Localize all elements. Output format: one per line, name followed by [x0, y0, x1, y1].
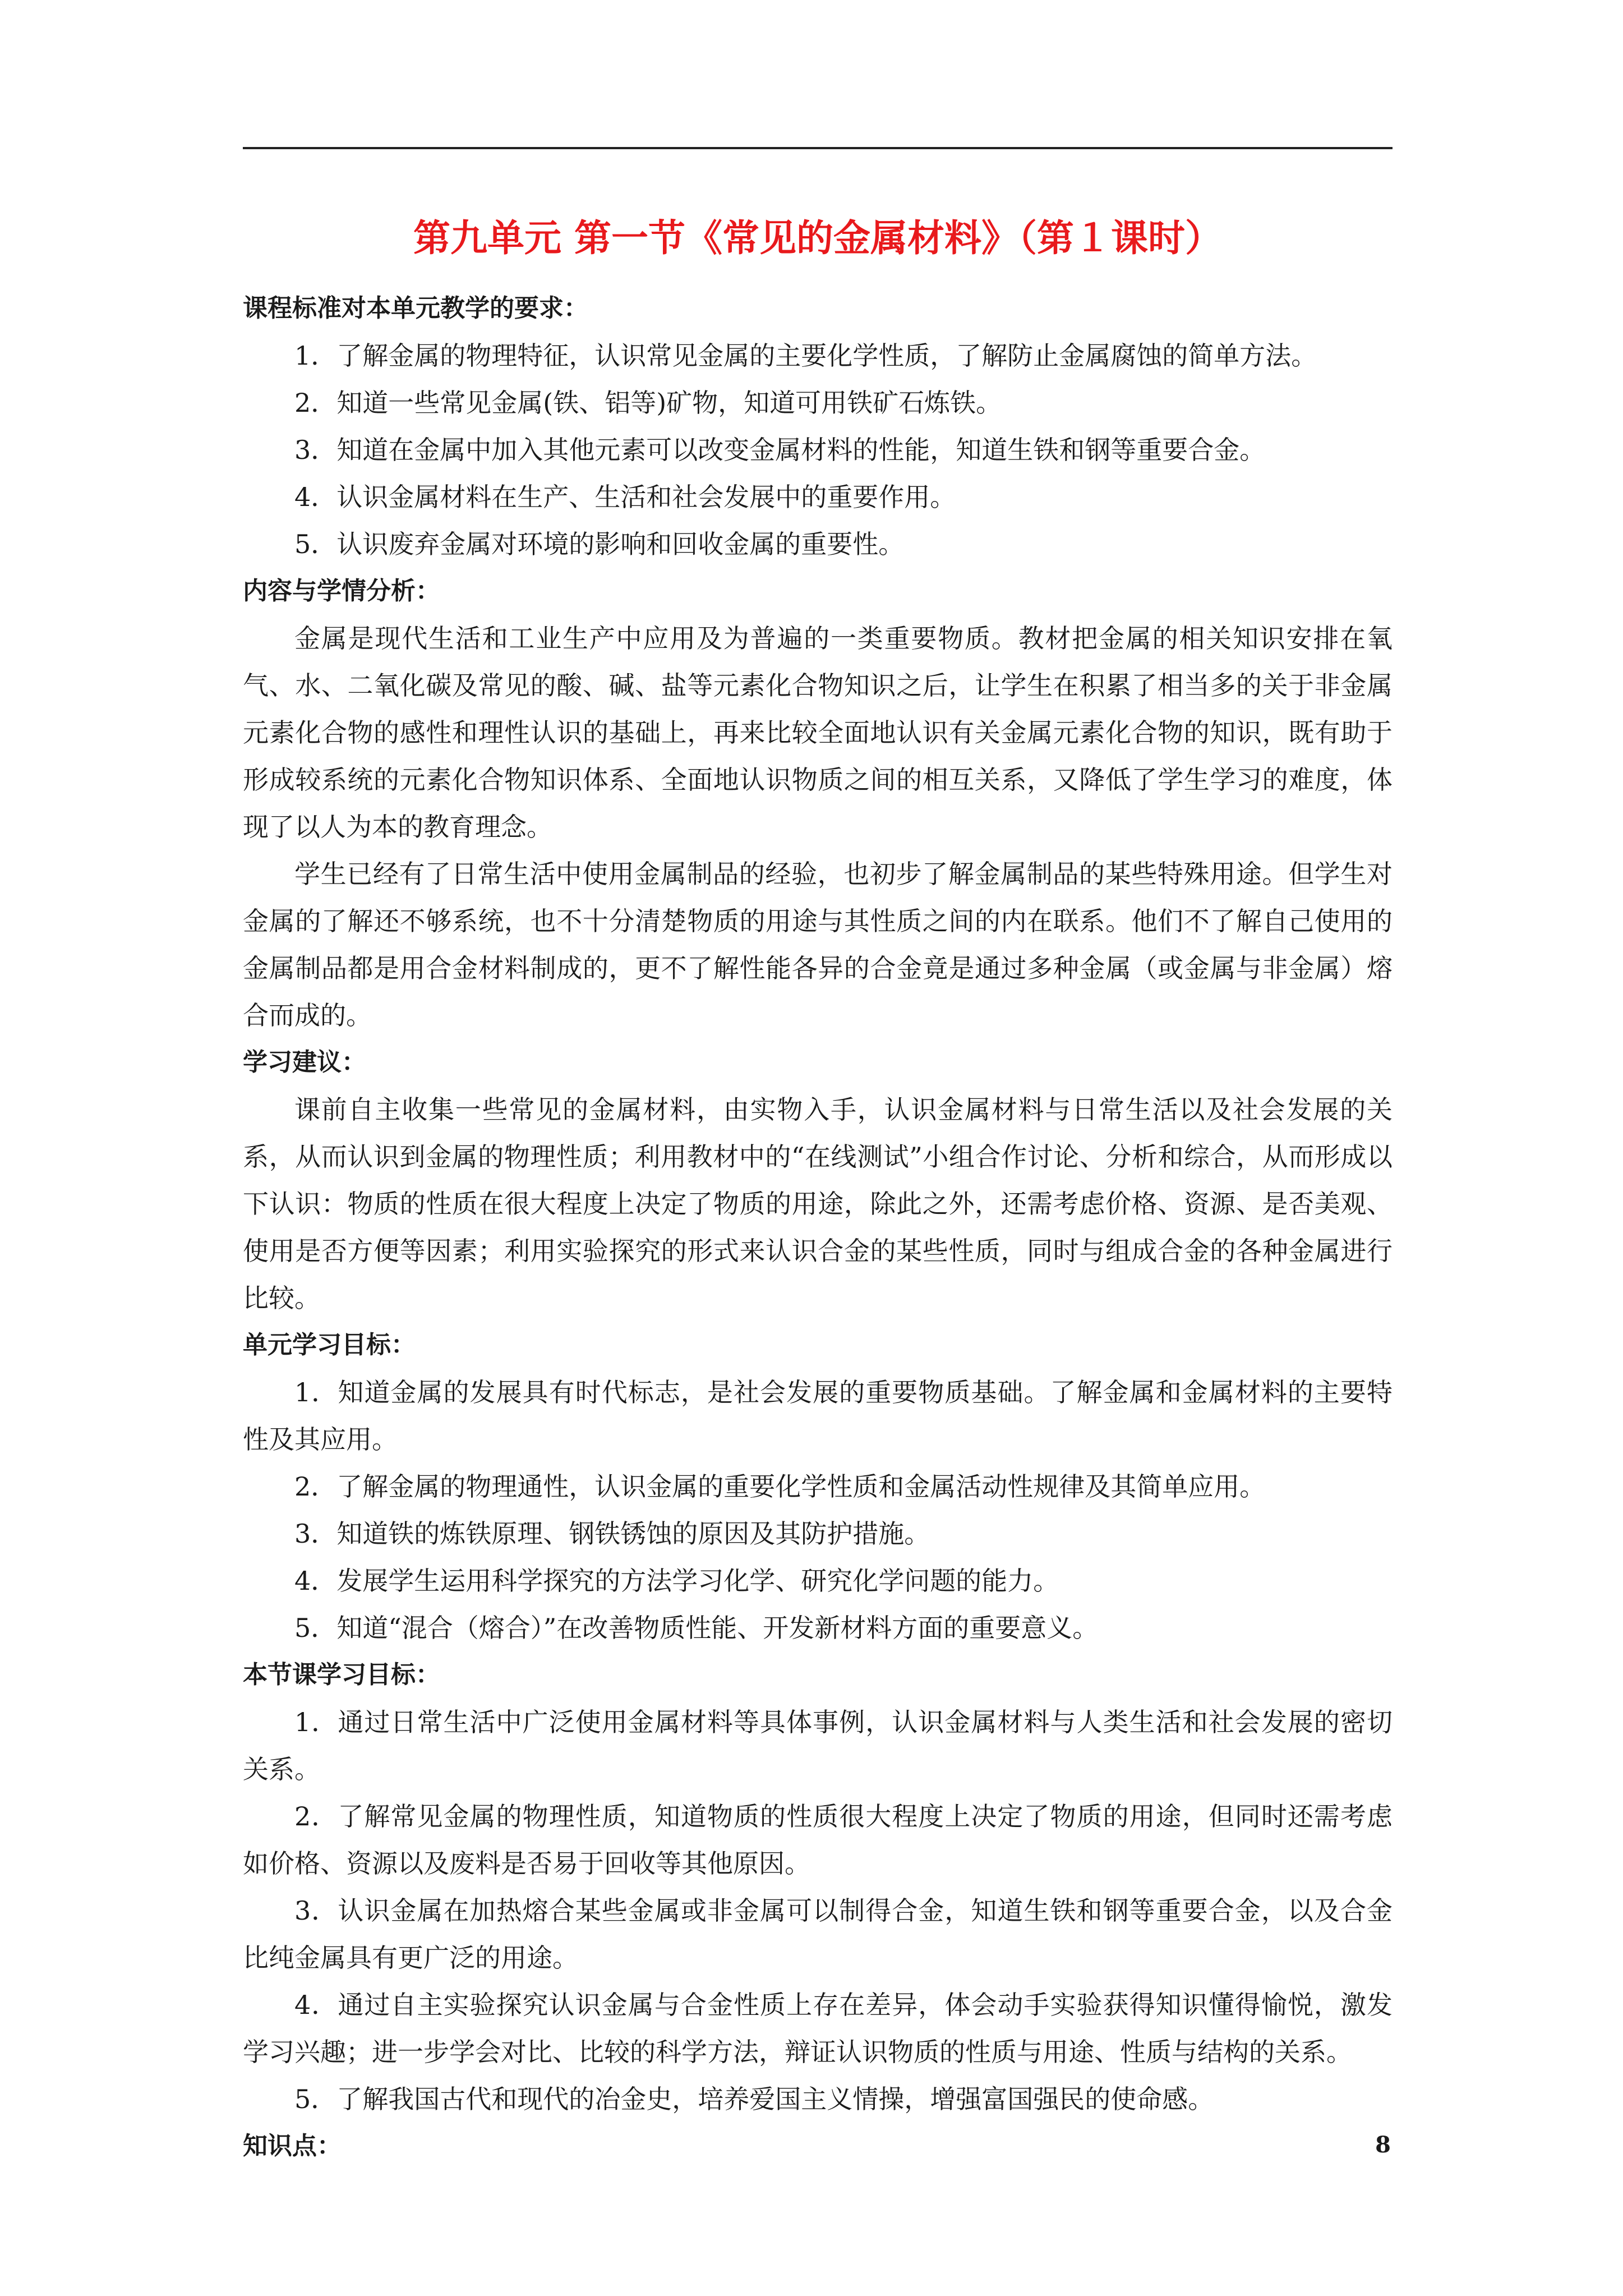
section-heading: 单元学习目标： — [243, 1331, 416, 1359]
header-rule — [243, 147, 1393, 149]
section-curriculum-requirements — [243, 285, 1393, 568]
paragraph: 金属是现代生活和工业生产中应用及为普遍的一类重要物质。教材把金属的相关知识安排在氧气、水、二氧化碳及常见的酸、碱、盐等元素化合物知识之后，让学生在积累了相当多的关于非金属元素化合物的感性和理性认识的基础上，再来比较全面地认识有关金属元素化合物的知识，既有助于形成较系统的元素化合物知识体系、全面地认识物质之间的相互关系，又降低了学生学习的难度，体现了以人为本的教育理念。 — [243, 623, 1393, 842]
section-heading: 学习建议： — [243, 1048, 366, 1076]
section-content-analysis — [243, 568, 1393, 1039]
paragraph: 2．了解金属的物理通性，认识金属的重要化学性质和金属活动性规律及其简单应用。 — [294, 1471, 1266, 1502]
section-heading: 课程标准对本单元教学的要求： — [243, 294, 588, 323]
section-heading: 内容与学情分析： — [243, 577, 440, 605]
paragraph: 2．了解常见金属的物理性质，知道物质的性质很大程度上决定了物质的用途，但同时还需考虑如价格、资源以及废料是否易于回收等其他原因。 — [243, 1801, 1393, 1879]
paragraph: 4．认识金属材料在生产、生活和社会发展中的重要作用。 — [294, 482, 956, 512]
paragraph: 3．知道铁的炼铁原理、钢铁锈蚀的原因及其防护措施。 — [294, 1519, 930, 1549]
section-lesson-objectives — [243, 1651, 1393, 2123]
paragraph: 4．通过自主实验探究认识金属与合金性质上存在差异，体会动手实验获得知识懂得愉悦，激发学习兴趣；进一步学会对比、比较的科学方法，辩证认识物质的性质与用途、性质与结构的关系。 — [243, 1990, 1393, 2067]
section-heading: 本节课学习目标： — [243, 1660, 440, 1689]
paragraph: 3．知道在金属中加入其他元素可以改变金属材料的性能，知道生铁和钢等重要合金。 — [294, 435, 1266, 465]
section-learning-suggestions — [243, 1039, 1393, 1322]
paragraph: 3．认识金属在加热熔合某些金属或非金属可以制得合金，知道生铁和钢等重要合金，以及合金比纯金属具有更广泛的用途。 — [243, 1895, 1393, 1973]
paragraph: 1．通过日常生活中广泛使用金属材料等具体事例，认识金属材料与人类生活和社会发展的密切关系。 — [243, 1707, 1393, 1784]
section-heading: 知识点： — [243, 2132, 342, 2160]
paragraph: 5．认识废弃金属对环境的影响和回收金属的重要性。 — [294, 529, 905, 559]
paragraph: 4．发展学生运用科学探究的方法学习化学、研究化学问题的能力。 — [294, 1566, 1059, 1596]
paragraph: 课前自主收集一些常见的金属材料，由实物入手，认识金属材料与日常生活以及社会发展的关系，从而认识到金属的物理性质；利用教材中的“在线测试”小组合作讨论、分析和综合，从而形成以下认识：物质的性质在很大程度上决定了物质的用途，除此之外，还需考虑价格、资源、是否美观、使用是否方便等因素；利用实验探究的形式来认识合金的某些性质，同时与组成合金的各种金属进行比较。 — [243, 1094, 1393, 1313]
paragraph: 2．知道一些常见金属(铁、铝等)矿物，知道可用铁矿石炼铁。 — [294, 388, 1002, 418]
paragraph: 1．了解金属的物理特征，认识常见金属的主要化学性质，了解防止金属腐蚀的简单方法。 — [294, 341, 1317, 371]
paragraph: 学生已经有了日常生活中使用金属制品的经验，也初步了解金属制品的某些特殊用途。但学生对金属的了解还不够系统，也不十分清楚物质的用途与其性质之间的内在联系。他们不了解自己使用的金属制品都是用合金材料制成的，更不了解性能各异的合金竟是通过多种金属（或金属与非金属）熔合而成的。 — [243, 859, 1393, 1030]
document-title: 第九单元 第一节《常见的金属材料》（第１课时） — [413, 217, 1222, 260]
paragraph: 5．知道“混合（熔合）”在改善物质性能、开发新材料方面的重要意义。 — [294, 1613, 1099, 1643]
paragraph: 5．了解我国古代和现代的冶金史，培养爱国主义情操，增强富国强民的使命感。 — [294, 2084, 1214, 2114]
page-number: 8 — [1375, 2132, 1391, 2158]
section-knowledge-points — [243, 2123, 1393, 2170]
document-body — [243, 285, 1393, 2170]
paragraph: 1．知道金属的发展具有时代标志，是社会发展的重要物质基础。了解金属和金属材料的主要特性及其应用。 — [243, 1377, 1393, 1455]
section-unit-objectives — [243, 1322, 1393, 1651]
